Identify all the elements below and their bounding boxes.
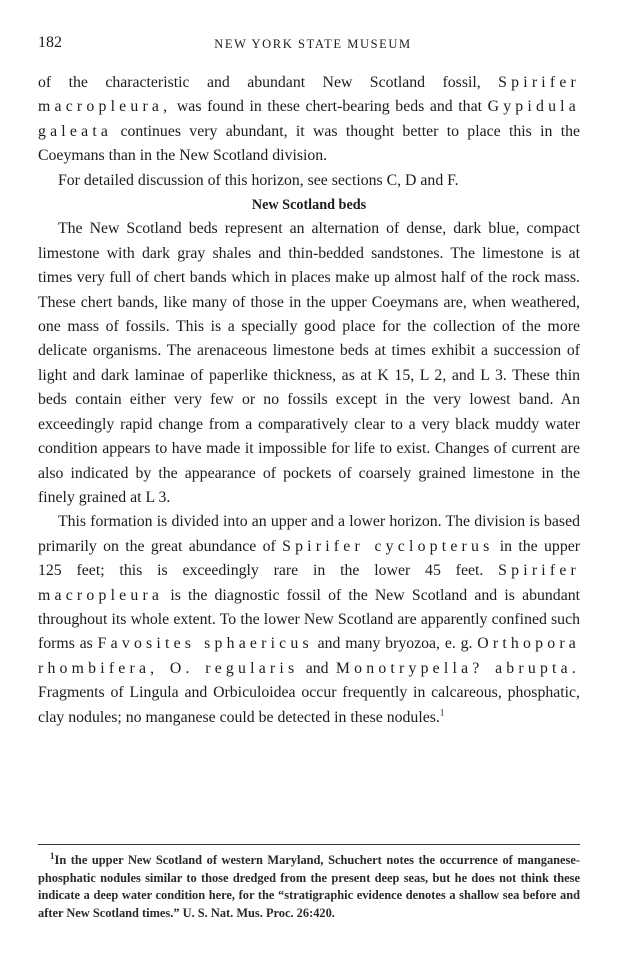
text-run: and many bryozoa, e. g. [312,635,478,653]
text-run: continues very abundant, it was thought better to place this in the Coeymans than in the New Scotland division. [38,122,580,165]
species-name: Orthopora rhombifera, O. regularis [38,635,580,677]
footnote-text: In the upper New Scotland of western Maryland, Schuchert notes the occurrence of manganese-phosphatic nodules similar to those dredged from the present deep seas, but he does not think these indicate a deep water condition here, for the “stratigraphic evidence denotes a shallow sea before and after New Scotland times.” U. S. Nat. Mus. Proc. 26:420. [38,853,580,920]
species-name: Favosites sphaericus [97,635,313,653]
species-name: Gypidula galeata [38,98,580,140]
footnote-divider [38,844,580,845]
text-run: Fragments of Lingula and Orbiculoidea occur frequently in calcareous, phosphatic, clay nodules; no manganese could be detected in these nodules. [38,684,580,726]
paragraph-continuation [38,71,580,169]
paragraph-description: The New Scotland beds represent an alternation of dense, dark blue, compact limestone with dark gray shales and thin-bedded sandstones. The limestone is at times very full of chert bands which in places make up almost half of the rock mass. These chert bands, like many of those in the upper Coeymans are, when weathered, one mass of fossils. This is a specially good place for the collection of the more delicate organisms. The arenaceous limestone beds at times exhibit a succession of light and dark laminae of paperlike thickness, as at K 15, L 2, and L 3. These thin beds contain either very few or no fossils except in the very lowest band. An exceedingly rapid change from a comparatively clear to a very black muddy water condition appears to have made it impossible for life to exist. Changes of current are also indicated by the appearance of pockets of coarsely grained limestone in the finely grained at L 3. [38,220,580,506]
footnote [38,852,580,922]
body-text [38,71,580,730]
text-run: This formation is divided into an upper and a lower horizon. The division is based primarily on the great abundance of [38,513,580,555]
species-name: Monotrypella? abrupta. [335,659,580,677]
running-title: NEW YORK STATE MUSEUM [214,37,412,51]
page-header [38,34,588,56]
page-number: 182 [38,34,62,51]
text-run: was found in these chert-bearing beds and that [171,98,488,116]
species-name: Spirifer macropleura [38,562,580,604]
text-run: in the upper 125 feet; this is exceedingly rare in the lower 45 feet. [38,537,580,580]
paragraph-division [38,510,580,730]
species-name: Spirifer cyclopterus [282,537,494,555]
footnote-mark: 1 [50,850,55,861]
text-run: of the characteristic and abundant New Scotland fossil, [38,74,499,91]
footnote-reference[interactable]: 1 [439,707,445,718]
section-heading: New Scotland beds [251,197,367,214]
text-run: and [298,659,336,677]
paragraph-cross-reference: For detailed discussion of this horizon, see sections C, D and F. [58,171,459,189]
species-name: Spirifer macropleura, [38,74,580,116]
text-run: is the diagnostic fossil of the New Scotland and is abundant throughout its whole extent. To the lower New Scotland are apparently confined such forms as [38,586,580,653]
